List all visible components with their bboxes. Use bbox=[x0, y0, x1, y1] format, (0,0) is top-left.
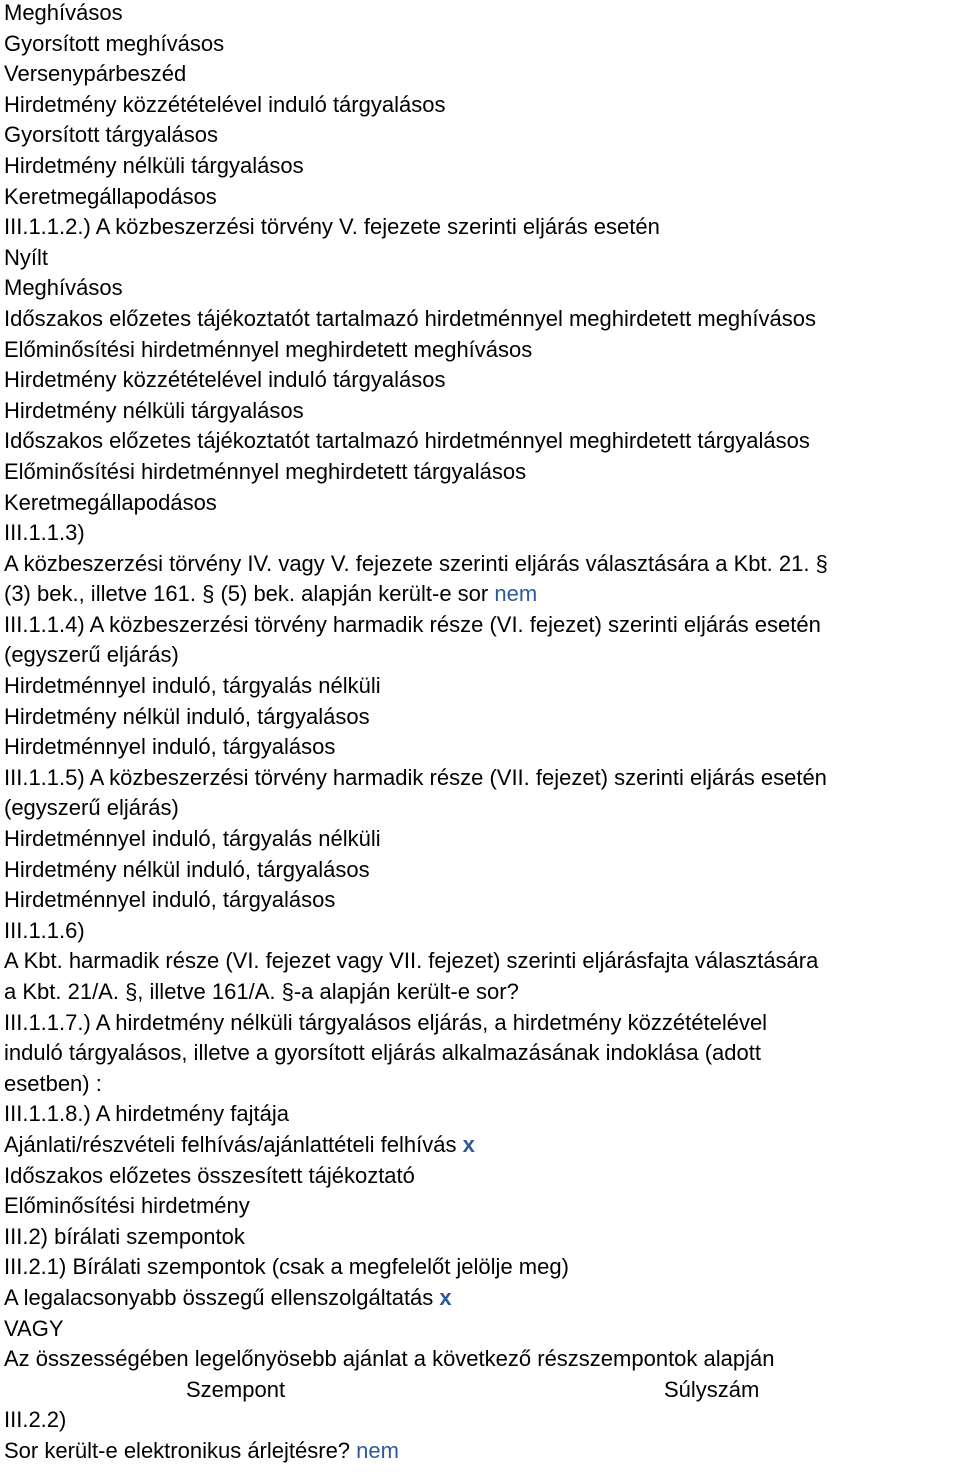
section-heading: III.2) bírálati szempontok bbox=[4, 1223, 245, 1249]
answer-value: nem bbox=[494, 581, 538, 607]
document-body bbox=[4, 0, 956, 1469]
text-line: Keretmegállapodásos bbox=[4, 183, 217, 209]
section-heading: III.1.1.8.) A hirdetmény fajtája bbox=[4, 1101, 289, 1127]
section-heading: III.1.1.3) bbox=[4, 520, 85, 546]
criteria-section bbox=[4, 1163, 956, 1469]
section-heading: III.2.2) bbox=[4, 1407, 67, 1433]
text-line: (egyszerű eljárás) bbox=[4, 642, 179, 668]
section-heading: III.1.1.4) A közbeszerzési törvény harmadik része (VI. fejezet) szerinti eljárás esetén bbox=[4, 611, 821, 637]
section-heading: III.1.1.7.) A hirdetmény nélküli tárgyalásos eljárás, a hirdetmény közzétételével bbox=[4, 1009, 768, 1035]
question-text-cont: (3) bek., illetve 161. § (5) bek. alapján került-e sor bbox=[4, 581, 495, 607]
question-text: A közbeszerzési törvény IV. vagy V. fejezete szerinti eljárás választására a Kbt. 21. § bbox=[4, 550, 828, 576]
eauction-question bbox=[4, 1438, 956, 1469]
text-line: Hirdetmény közzétételével induló tárgyalásos bbox=[4, 367, 446, 393]
text-line: Előminősítési hirdetménnyel meghirdetett meghívásos bbox=[4, 336, 533, 362]
procedure-list-b bbox=[4, 612, 956, 1163]
text-line: Hirdetmény nélküli tárgyalásos bbox=[4, 152, 304, 178]
column-header-weight: Súlyszám bbox=[664, 1376, 760, 1402]
text-line: esetben) : bbox=[4, 1070, 102, 1096]
section-heading: III.1.1.6) bbox=[4, 917, 85, 943]
text-line: Keretmegállapodásos bbox=[4, 489, 217, 515]
procedure-list-a bbox=[4, 0, 956, 612]
text-line: Gyorsított tárgyalásos bbox=[4, 122, 218, 148]
question-text: a Kbt. 21/A. §, illetve 161/A. §-a alapján került-e sor? bbox=[4, 979, 519, 1004]
text-line: Hirdetménnyel induló, tárgyalás nélküli bbox=[4, 826, 381, 852]
text-line: Meghívásos bbox=[4, 0, 123, 25]
text-line: Hirdetmény nélküli tárgyalásos bbox=[4, 397, 304, 423]
text-line: Hirdetmény nélkül induló, tárgyalásos bbox=[4, 856, 370, 882]
criteria-table-header bbox=[4, 1377, 956, 1408]
text-line: Az összességében legelőnyösebb ajánlat a következő részszempontok alapján bbox=[4, 1346, 775, 1372]
text-line: induló tárgyalásos, illetve a gyorsított eljárás alkalmazásának indoklása (adott bbox=[4, 1040, 761, 1066]
text-line: (egyszerű eljárás) bbox=[4, 795, 179, 821]
question-text bbox=[4, 581, 956, 612]
text-line: Hirdetmény nélkül induló, tárgyalásos bbox=[4, 703, 370, 729]
text-line: Versenypárbeszéd bbox=[4, 61, 187, 87]
text-line: Előminősítési hirdetmény bbox=[4, 1193, 250, 1219]
option-label: A legalacsonyabb összegű ellenszolgáltatás bbox=[4, 1284, 440, 1310]
text-line: Előminősítési hirdetménnyel meghirdetett tárgyalásos bbox=[4, 458, 527, 484]
column-header-criterion: Szempont bbox=[186, 1376, 286, 1402]
text-line: Hirdetménnyel induló, tárgyalásos bbox=[4, 887, 336, 913]
text-line: Meghívásos bbox=[4, 275, 123, 301]
text-line: Időszakos előzetes összesített tájékoztató bbox=[4, 1162, 415, 1188]
text-line: Gyorsított meghívásos bbox=[4, 30, 225, 56]
section-heading: III.2.1) Bírálati szempontok (csak a megfelelőt jelölje meg) bbox=[4, 1254, 569, 1280]
criterion-option bbox=[4, 1285, 956, 1316]
option-label: Ajánlati/részvételi felhívás/ajánlattételi felhívás bbox=[4, 1131, 463, 1157]
text-line: Hirdetmény közzétételével induló tárgyalásos bbox=[4, 91, 446, 117]
section-heading: III.1.1.5) A közbeszerzési törvény harmadik része (VII. fejezet) szerinti eljárás esetén bbox=[4, 764, 827, 790]
section-heading: III.1.1.2.) A közbeszerzési törvény V. fejezete szerinti eljárás esetén bbox=[4, 214, 660, 240]
text-line: Időszakos előzetes tájékoztatót tartalmazó hirdetménnyel meghirdetett tárgyalásos bbox=[4, 428, 810, 454]
text-line: Időszakos előzetes tájékoztatót tartalmazó hirdetménnyel meghirdetett meghívásos bbox=[4, 305, 816, 331]
text-line: Hirdetménnyel induló, tárgyalásos bbox=[4, 734, 336, 760]
text-line: VAGY bbox=[4, 1315, 64, 1341]
selected-mark: x bbox=[439, 1284, 452, 1310]
selected-mark: x bbox=[462, 1131, 475, 1157]
text-line: Hirdetménnyel induló, tárgyalás nélküli bbox=[4, 673, 381, 699]
answer-value: nem bbox=[356, 1437, 399, 1463]
text-line: Nyílt bbox=[4, 244, 48, 270]
question-text: A Kbt. harmadik része (VI. fejezet vagy VII. fejezet) szerinti eljárásfajta választására bbox=[4, 948, 819, 974]
notice-type-option bbox=[4, 1132, 956, 1163]
question-text: Sor került-e elektronikus árlejtésre? bbox=[4, 1437, 357, 1463]
